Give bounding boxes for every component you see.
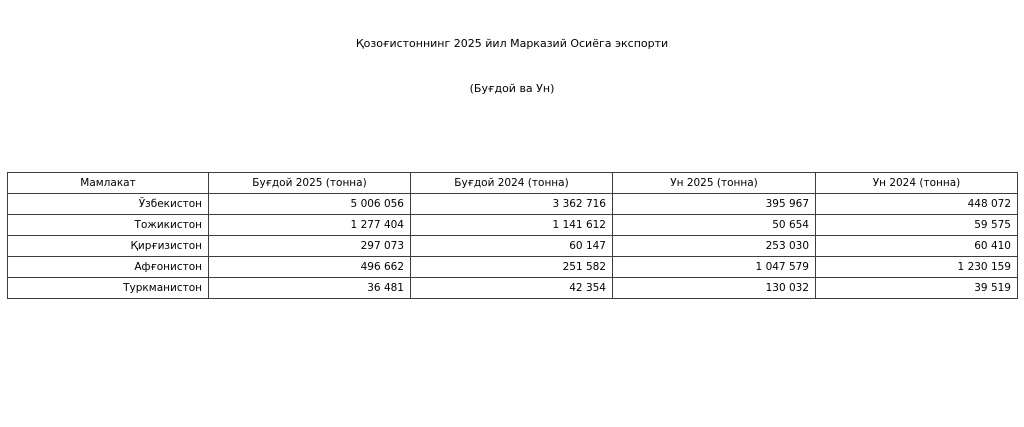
column-header-flour-2024: Ун 2024 (тонна)	[816, 173, 1018, 194]
cell-flour-2025: 50 654	[613, 215, 816, 236]
cell-wheat-2025: 1 277 404	[209, 215, 411, 236]
table-row	[8, 257, 1018, 278]
column-header-wheat-2025: Буғдой 2025 (тонна)	[209, 173, 411, 194]
cell-flour-2024: 59 575	[816, 215, 1018, 236]
cell-flour-2024: 39 519	[816, 278, 1018, 299]
cell-wheat-2025: 5 006 056	[209, 194, 411, 215]
figure-title-line-2: (Буғдой ва Ун)	[469, 82, 555, 95]
cell-flour-2024: 1 230 159	[816, 257, 1018, 278]
cell-flour-2025: 130 032	[613, 278, 816, 299]
cell-wheat-2024: 60 147	[411, 236, 613, 257]
cell-country: Афғонистон	[8, 257, 209, 278]
cell-wheat-2024: 42 354	[411, 278, 613, 299]
cell-flour-2024: 448 072	[816, 194, 1018, 215]
cell-flour-2025: 395 967	[613, 194, 816, 215]
cell-wheat-2025: 297 073	[209, 236, 411, 257]
cell-country: Қирғизистон	[8, 236, 209, 257]
table-row	[8, 215, 1018, 236]
table-header-row	[8, 173, 1018, 194]
cell-flour-2025: 253 030	[613, 236, 816, 257]
cell-wheat-2024: 1 141 612	[411, 215, 613, 236]
figure-title-line-1: Қозоғистоннинг 2025 йил Марказий Осиёга экспорти	[355, 37, 669, 50]
cell-wheat-2024: 251 582	[411, 257, 613, 278]
figure-title	[0, 6, 1024, 111]
cell-wheat-2024: 3 362 716	[411, 194, 613, 215]
cell-wheat-2025: 36 481	[209, 278, 411, 299]
cell-flour-2024: 60 410	[816, 236, 1018, 257]
cell-flour-2025: 1 047 579	[613, 257, 816, 278]
cell-country: Тожикистон	[8, 215, 209, 236]
column-header-flour-2025: Ун 2025 (тонна)	[613, 173, 816, 194]
cell-country: Ўзбекистон	[8, 194, 209, 215]
table-header	[8, 173, 1018, 194]
table-row	[8, 236, 1018, 257]
cell-country: Туркманистон	[8, 278, 209, 299]
export-table	[7, 172, 1018, 299]
export-table-container	[7, 172, 1017, 299]
table-body	[8, 194, 1018, 299]
table-row	[8, 278, 1018, 299]
table-row	[8, 194, 1018, 215]
column-header-wheat-2024: Буғдой 2024 (тонна)	[411, 173, 613, 194]
cell-wheat-2025: 496 662	[209, 257, 411, 278]
column-header-country: Мамлакат	[8, 173, 209, 194]
